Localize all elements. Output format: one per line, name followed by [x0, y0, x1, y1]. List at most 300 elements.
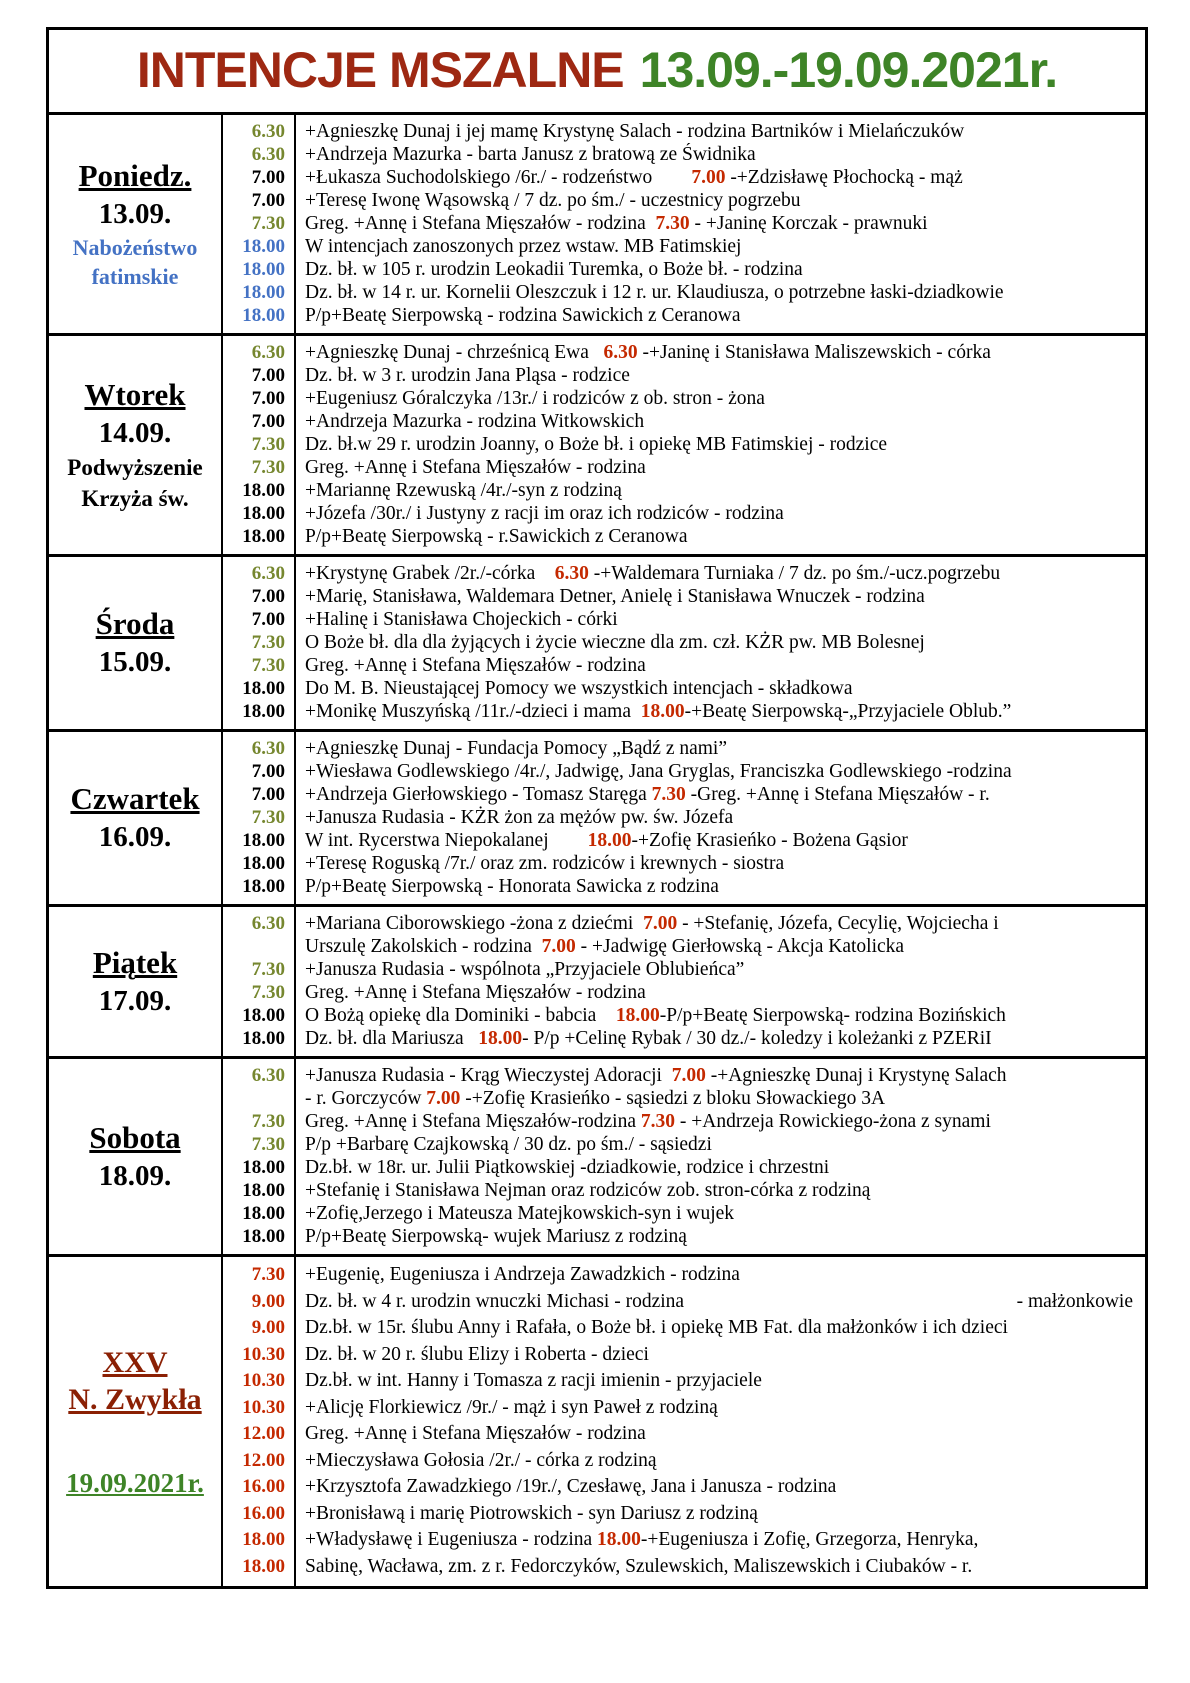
mass-time: 16.00 — [242, 1502, 285, 1524]
intention-segment: - +Janinę Korczak - prawnuki — [689, 213, 928, 234]
inline-time: 6.30 — [603, 342, 638, 363]
mass-time: 7.00 — [251, 411, 285, 432]
intention-segment: - +Stefanię, Józefa, Cecylię, Wojciecha i — [677, 913, 999, 934]
day-intentions-niedziela — [223, 1257, 1145, 1586]
intention-row — [223, 1133, 1145, 1156]
day-label-line: 16.09. — [98, 821, 172, 853]
title-text: INTENCJE MSZALNE — [136, 42, 624, 98]
intention-segment: W int. Rycerstwa Niepokalanej — [305, 830, 588, 851]
intention-text — [294, 433, 1145, 456]
intention-text — [294, 935, 1145, 958]
mass-time: 18.00 — [242, 305, 285, 326]
intention-segment: O Boże bł. dla dla żyjących i życie wieczne dla zm. czł. KŻR pw. MB Bolesnej — [305, 632, 925, 653]
intention-text — [294, 502, 1145, 525]
intention-segment: +Eugeniusz Góralczyka /13r./ i rodziców z ob. stron - żona — [305, 388, 765, 409]
intention-text — [294, 1027, 1145, 1050]
day-label-line: Sobota — [89, 1119, 181, 1155]
intention-row — [223, 1342, 1145, 1369]
intention-text — [294, 1110, 1145, 1133]
intention-text — [294, 410, 1145, 433]
mass-time: 7.30 — [251, 434, 285, 455]
intention-text — [294, 829, 1145, 852]
intention-text — [294, 304, 1145, 327]
day-label-line: 14.09. — [98, 417, 172, 449]
intention-text — [294, 387, 1145, 410]
intention-row — [223, 737, 1145, 760]
intention-segment: Dz. bł.w 29 r. urodzin Joanny, o Boże bł. i opiekę MB Fatimskiej - rodzice — [305, 434, 888, 455]
intention-text — [294, 737, 1145, 760]
mass-time: 6.30 — [251, 121, 285, 142]
intention-row — [223, 1156, 1145, 1179]
intention-row — [223, 1004, 1145, 1027]
mass-time: 16.00 — [242, 1476, 285, 1497]
day-row-sobota — [49, 1059, 1145, 1257]
intention-row — [223, 631, 1145, 654]
intention-text — [294, 212, 1145, 235]
mass-time: 12.00 — [242, 1449, 285, 1471]
day-row-sroda — [49, 557, 1145, 732]
intention-segment: +Łukasza Suchodolskiego /6r./ - rodzeństwo — [305, 167, 692, 188]
intention-row — [223, 525, 1145, 548]
day-label-line: Środa — [95, 606, 175, 641]
day-label-line: fatimskie — [91, 264, 179, 289]
mass-time: 18.00 — [242, 1529, 285, 1550]
intention-row — [223, 1064, 1145, 1087]
intention-row — [223, 875, 1145, 898]
intention-row — [223, 1202, 1145, 1225]
intention-row — [223, 1110, 1145, 1133]
intention-row — [223, 235, 1145, 258]
mass-time: 6.30 — [251, 342, 285, 363]
intention-row — [223, 1474, 1145, 1501]
intention-segment: Dz. bł. w 105 r. urodzin Leokadii Turemka, o Boże bł. - rodzina — [305, 259, 803, 280]
intention-text — [294, 700, 1145, 723]
day-label-line: Poniedz. — [78, 158, 192, 193]
day-label-line: Nabożeństwo — [72, 235, 198, 260]
day-label-line: N. Zwykła — [68, 1382, 202, 1416]
intention-row — [223, 387, 1145, 410]
day-label-line: Wtorek — [84, 377, 186, 412]
day-intentions-sroda — [223, 557, 1145, 729]
intention-segment: Dz.bł. w int. Hanny i Tomasza z racji imienin - przyjaciele — [305, 1370, 762, 1391]
intention-segment: +Teresę Roguską /7r./ oraz zm. rodziców i krewnych - siostra — [305, 853, 785, 874]
intention-text — [294, 1179, 1145, 1202]
intention-row — [223, 258, 1145, 281]
intention-segment: Greg. +Annę i Stefana Mięszałów - rodzina — [305, 213, 656, 234]
inline-time: 18.00 — [587, 830, 632, 851]
intention-segment: Dz. bł. dla Mariusza — [305, 1028, 479, 1049]
intention-row — [223, 1395, 1145, 1422]
day-label-sroda — [49, 557, 223, 729]
intention-row — [223, 479, 1145, 502]
intention-segment: +Krzysztofa Zawadzkiego /19r./, Czesławę, Jana i Janusza - rodzina — [305, 1476, 837, 1497]
mass-time: 18.00 — [242, 1555, 285, 1577]
mass-time: 7.30 — [251, 959, 285, 980]
day-row-niedziela — [49, 1257, 1145, 1586]
intention-row — [223, 760, 1145, 783]
mass-time — [223, 1087, 294, 1110]
intention-text — [294, 281, 1145, 304]
mass-time: 18.00 — [242, 480, 285, 501]
mass-time: 7.30 — [251, 1111, 285, 1132]
intention-segment: +Eugenię, Eugeniusza i Andrzeja Zawadzkich - rodzina — [305, 1264, 740, 1285]
intention-text — [294, 852, 1145, 875]
intention-row — [223, 281, 1145, 304]
intention-segment: Sabinę, Wacława, zm. z r. Fedorczyków, Szulewskich, Maliszewskich i Ciubaków - r. — [305, 1555, 973, 1577]
intention-segment: +Józefa /30r./ i Justyny z racji im oraz ich rodziców - rodzina — [305, 503, 784, 524]
mass-time: 7.00 — [251, 365, 285, 386]
intention-row — [223, 1087, 1145, 1110]
intention-row — [223, 1179, 1145, 1202]
intention-segment: - P/p +Celinę Rybak / 30 dz./- koledzy i koleżanki z PZERiI — [522, 1028, 992, 1049]
intention-text — [294, 258, 1145, 281]
intention-text — [294, 166, 1145, 189]
intention-text — [294, 1225, 1145, 1248]
intention-segment: W intencjach zanoszonych przez wstaw. MB Fatimskiej — [305, 236, 742, 257]
intention-row — [223, 935, 1145, 958]
mass-time: 18.00 — [242, 1157, 285, 1178]
intention-segment: Dz. bł. w 3 r. urodzin Jana Pląsa - rodzice — [305, 365, 630, 386]
intention-text — [294, 912, 1145, 935]
intention-segment: +Andrzeja Gierłowskiego - Tomasz Staręga — [305, 784, 652, 805]
day-label-line: Czwartek — [70, 781, 200, 816]
inline-time: 7.00 — [691, 167, 726, 188]
intention-segment: P/p+Beatę Sierpowską- wujek Mariusz z rodziną — [305, 1226, 687, 1247]
day-label-line: 17.09. — [98, 984, 172, 1017]
mass-time: 6.30 — [251, 738, 285, 759]
intention-segment: +Halinę i Stanisława Chojeckich - córki — [305, 609, 618, 630]
intention-segment: - małżonkowie — [1016, 1290, 1133, 1312]
intention-segment: -+Janinę i Stanisława Maliszewskich - córka — [637, 342, 991, 363]
title-date-range: 13.09.-19.09.2021r. — [639, 42, 1058, 98]
intention-row — [223, 341, 1145, 364]
intention-segment: Dz. bł. w 14 r. ur. Kornelii Oleszczuk i 12 r. ur. Klaudiusza, o potrzebne łaski-dziadkowie — [305, 282, 1004, 303]
mass-time: 7.00 — [251, 761, 285, 782]
mass-time: 7.30 — [251, 982, 285, 1003]
day-intentions-wtorek — [223, 336, 1145, 554]
inline-time: 18.00 — [640, 701, 685, 722]
intention-row — [223, 1289, 1145, 1316]
mass-time: 12.00 — [242, 1423, 285, 1444]
intention-segment: +Stefanię i Stanisława Nejman oraz rodziców zob. stron-córka z rodziną — [305, 1180, 871, 1201]
intention-row — [223, 1368, 1145, 1395]
mass-time: 18.00 — [242, 282, 285, 303]
intention-text — [294, 120, 1145, 143]
intention-segment: +Bronisławą i marię Piotrowskich - syn Dariusz z rodziną — [305, 1502, 758, 1524]
mass-time: 18.00 — [242, 1005, 285, 1026]
intention-segment: Dz.bł. w 18r. ur. Julii Piątkowskiej -dziadkowie, rodzice i chrzestni — [305, 1157, 830, 1178]
intention-text — [294, 1133, 1145, 1156]
day-label-line: Podwyższenie — [67, 455, 203, 480]
intention-row — [223, 364, 1145, 387]
intention-row — [223, 562, 1145, 585]
intention-segment: - +Jadwigę Gierłowską - Akcja Katolicka — [575, 936, 905, 957]
intention-text — [294, 783, 1145, 806]
day-row-czwartek — [49, 732, 1145, 907]
intention-segment: +Janusza Rudasia - Krąg Wieczystej Adoracji — [305, 1065, 672, 1086]
day-label-line: 18.09. — [98, 1159, 172, 1192]
day-intentions-poniedzialek — [223, 115, 1145, 333]
intention-segment: Greg. +Annę i Stefana Mięszałów - rodzina — [305, 457, 646, 478]
intention-row — [223, 1501, 1145, 1528]
intention-text — [294, 1004, 1145, 1027]
intention-segment: +Alicję Florkiewicz /9r./ - mąż i syn Paweł z rodziną — [305, 1396, 718, 1418]
mass-time: 18.00 — [242, 1180, 285, 1201]
mass-time: 7.30 — [251, 632, 285, 653]
mass-time: 18.00 — [242, 1226, 285, 1247]
mass-time: 7.30 — [251, 655, 285, 676]
day-label-niedziela — [49, 1257, 223, 1586]
intention-text — [294, 760, 1145, 783]
intention-segment: +Agnieszkę Dunaj i jej mamę Krystynę Salach - rodzina Bartników i Mielańczuków — [305, 121, 965, 142]
intention-text — [294, 456, 1145, 479]
mass-time: 7.00 — [251, 586, 285, 607]
mass-time: 6.30 — [251, 563, 285, 584]
intention-text — [294, 1448, 1145, 1475]
intention-segment: +Wiesława Godlewskiego /4r./, Jadwigę, Jana Gryglas, Franciszka Godlewskiego -rodzina — [305, 761, 1012, 782]
mass-time: 10.30 — [242, 1370, 285, 1391]
mass-time: 7.00 — [251, 190, 285, 211]
day-row-wtorek — [49, 336, 1145, 557]
day-label-czwartek — [49, 732, 223, 904]
intention-segment: +Janusza Rudasia - wspólnota „Przyjaciele Oblubieńca” — [305, 959, 745, 980]
mass-time: 18.00 — [242, 236, 285, 257]
intention-row — [223, 1027, 1145, 1050]
day-intentions-czwartek — [223, 732, 1145, 904]
intention-text — [294, 1501, 1145, 1528]
intention-segment: -+Zdzisławę Płochocką - mąż — [725, 167, 963, 188]
intention-row — [223, 1554, 1145, 1581]
inline-time: 7.00 — [541, 936, 576, 957]
inline-time: 6.30 — [554, 563, 589, 584]
mass-time: 10.30 — [242, 1343, 285, 1365]
intention-segment: +Krystynę Grabek /2r./-córka — [305, 563, 555, 584]
intention-segment: -Greg. +Annę i Stefana Mięszałów - r. — [685, 784, 990, 805]
intention-row — [223, 1262, 1145, 1289]
day-label-sobota — [49, 1059, 223, 1254]
intention-text — [294, 1289, 1145, 1316]
intention-segment: -+Agnieszkę Dunaj i Krystynę Salach — [705, 1065, 1007, 1086]
intention-text — [294, 341, 1145, 364]
mass-time: 7.30 — [251, 1134, 285, 1155]
mass-time: 6.30 — [251, 913, 285, 934]
intention-text — [294, 1064, 1145, 1087]
intention-row — [223, 120, 1145, 143]
day-label-line: Piątek — [92, 944, 178, 980]
intention-segment: - +Andrzeja Rowickiego-żona z synami — [675, 1111, 991, 1132]
intention-segment: -+Eugeniusza i Zofię, Grzegorza, Henryka, — [640, 1529, 979, 1550]
intention-text — [294, 1554, 1145, 1581]
intention-row — [223, 1527, 1145, 1554]
mass-time: 6.30 — [251, 1065, 285, 1086]
intention-row — [223, 410, 1145, 433]
day-intentions-piatek — [223, 907, 1145, 1056]
intention-segment: Dz.bł. w 15r. ślubu Anny i Rafała, o Boże bł. i opiekę MB Fat. dla małżonków i ich dzieci — [305, 1317, 1008, 1338]
intention-text — [294, 189, 1145, 212]
mass-time: 6.30 — [251, 144, 285, 165]
intention-text — [294, 608, 1145, 631]
intention-segment: +Andrzeja Mazurka - barta Janusz z bratową ze Świdnika — [305, 144, 756, 165]
intention-text — [294, 479, 1145, 502]
intention-text — [294, 1474, 1145, 1501]
intention-row — [223, 958, 1145, 981]
intention-segment: -+Zofię Krasieńko - sąsiedzi z bloku Słowackiego 3A — [460, 1088, 886, 1109]
intention-row — [223, 304, 1145, 327]
intention-row — [223, 189, 1145, 212]
mass-time: 18.00 — [242, 1028, 285, 1049]
mass-time: 18.00 — [242, 876, 285, 897]
mass-time — [223, 935, 294, 958]
intention-row — [223, 166, 1145, 189]
intention-text — [294, 1156, 1145, 1179]
day-label-line: Krzyża św. — [81, 486, 189, 511]
intention-segment: O Bożą opiekę dla Dominiki - babcia — [305, 1005, 616, 1026]
intention-segment: -+Zofię Krasieńko - Bożena Gąsior — [631, 830, 908, 851]
mass-time: 7.00 — [251, 167, 285, 188]
mass-time: 7.00 — [251, 784, 285, 805]
day-label-poniedzialek — [49, 115, 223, 333]
intention-text — [294, 631, 1145, 654]
intention-segment: +Władysławę i Eugeniusza - rodzina — [305, 1529, 598, 1550]
intention-text — [294, 1421, 1145, 1448]
intention-text — [294, 562, 1145, 585]
mass-time: 7.30 — [251, 457, 285, 478]
intention-segment: Dz. bł. w 4 r. urodzin wnuczki Michasi - rodzina — [305, 1290, 685, 1312]
intention-text — [294, 875, 1145, 898]
inline-time: 18.00 — [478, 1028, 523, 1049]
intention-segment: +Agnieszkę Dunaj - chrześnicą Ewa — [305, 342, 604, 363]
intention-segment: Do M. B. Nieustającej Pomocy we wszystkich intencjach - składkowa — [305, 678, 853, 699]
intention-segment: Greg. +Annę i Stefana Mięszałów - rodzina — [305, 982, 646, 1003]
mass-time: 18.00 — [242, 678, 285, 699]
intention-text — [294, 364, 1145, 387]
intention-row — [223, 456, 1145, 479]
intention-segment: +Zofię,Jerzego i Mateusza Matejkowskich-syn i wujek — [305, 1203, 735, 1224]
intention-row — [223, 677, 1145, 700]
intention-segment: Greg. +Annę i Stefana Mięszałów - rodzina — [305, 1423, 646, 1444]
intention-segment: Greg. +Annę i Stefana Mięszałów-rodzina — [305, 1111, 641, 1132]
mass-time: 7.30 — [251, 1264, 285, 1285]
mass-time: 7.30 — [251, 213, 285, 234]
intention-row — [223, 212, 1145, 235]
intention-text — [294, 677, 1145, 700]
intention-text — [294, 143, 1145, 166]
mass-time: 7.00 — [251, 609, 285, 630]
mass-time: 9.00 — [251, 1317, 285, 1338]
intention-text — [294, 806, 1145, 829]
intention-row — [223, 1225, 1145, 1248]
intention-row — [223, 608, 1145, 631]
intention-segment: -+Beatę Sierpowską-„Przyjaciele Oblub.” — [684, 701, 1012, 722]
mass-time: 7.30 — [251, 807, 285, 828]
intention-segment: +Teresę Iwonę Wąsowską / 7 dz. po śm./ - uczestnicy pogrzebu — [305, 190, 801, 211]
inline-time: 7.00 — [671, 1065, 706, 1086]
intention-row — [223, 829, 1145, 852]
intention-row — [223, 806, 1145, 829]
intention-segment: Urszulę Zakolskich - rodzina — [305, 936, 542, 957]
intention-row — [223, 1421, 1145, 1448]
intention-text — [294, 525, 1145, 548]
intention-segment: - r. Gorczyców — [305, 1088, 427, 1109]
day-row-poniedzialek — [49, 115, 1145, 336]
intention-segment: Dz. bł. w 20 r. ślubu Elizy i Roberta - dzieci — [305, 1343, 649, 1365]
mass-time: 18.00 — [242, 701, 285, 722]
intention-row — [223, 654, 1145, 677]
intention-segment: -P/p+Beatę Sierpowską- rodzina Bozińskich — [659, 1005, 1006, 1026]
day-label-piatek — [49, 907, 223, 1056]
mass-time: 18.00 — [242, 503, 285, 524]
intention-segment: Greg. +Annę i Stefana Mięszałów - rodzina — [305, 655, 646, 676]
intention-row — [223, 700, 1145, 723]
mass-time: 9.00 — [251, 1290, 285, 1312]
intention-segment: P/p+Beatę Sierpowską - r.Sawickich z Ceranowa — [305, 526, 688, 547]
intention-segment: -+Waldemara Turniaka / 7 dz. po śm./-ucz.pogrzebu — [588, 563, 1001, 584]
inline-time: 7.30 — [640, 1111, 676, 1132]
intention-text — [294, 1527, 1145, 1554]
inline-time: 7.00 — [426, 1088, 461, 1109]
day-label-line: 13.09. — [98, 198, 172, 230]
intention-segment: +Mariana Ciborowskiego -żona z dziećmi — [305, 913, 644, 934]
intention-text — [294, 1202, 1145, 1225]
intention-segment: +Andrzeja Mazurka - rodzina Witkowskich — [305, 411, 645, 432]
inline-time: 18.00 — [615, 1005, 660, 1026]
intention-text — [294, 981, 1145, 1004]
intention-segment: +Mariannę Rzewuską /4r./-syn z rodziną — [305, 480, 622, 501]
day-row-piatek — [49, 907, 1145, 1059]
intention-text — [294, 1087, 1145, 1110]
intention-text — [294, 1395, 1145, 1422]
intention-row — [223, 1315, 1145, 1342]
mass-intentions-sheet — [46, 27, 1148, 1589]
mass-time: 10.30 — [242, 1396, 285, 1418]
mass-time: 18.00 — [242, 830, 285, 851]
mass-time: 18.00 — [242, 853, 285, 874]
intention-text — [294, 654, 1145, 677]
mass-time: 18.00 — [242, 1203, 285, 1224]
day-intentions-sobota — [223, 1059, 1145, 1254]
intention-text — [294, 1262, 1145, 1289]
intention-row — [223, 502, 1145, 525]
intention-segment: +Janusza Rudasia - KŻR żon za mężów pw. św. Józefa — [305, 807, 734, 828]
intention-segment: +Agnieszkę Dunaj - Fundacja Pomocy „Bądź z nami” — [305, 738, 727, 759]
intention-text — [294, 1315, 1145, 1342]
intention-segment: P/p+Beatę Sierpowską - rodzina Sawickich z Ceranowa — [305, 305, 741, 326]
intention-row — [223, 981, 1145, 1004]
intention-row — [223, 433, 1145, 456]
day-label-line: XXV — [102, 1345, 168, 1379]
intention-row — [223, 585, 1145, 608]
intention-segment: P/p+Beatę Sierpowską - Honorata Sawicka z rodzina — [305, 876, 719, 897]
intention-segment: +Mieczysława Gołosia /2r./ - córka z rodziną — [305, 1449, 657, 1471]
intention-text — [294, 235, 1145, 258]
intention-text — [294, 958, 1145, 981]
mass-time: 18.00 — [242, 526, 285, 547]
intention-text — [294, 1342, 1145, 1369]
intention-row — [223, 1448, 1145, 1475]
intention-row — [223, 783, 1145, 806]
inline-time: 7.00 — [643, 913, 678, 934]
intention-text — [294, 1368, 1145, 1395]
intention-segment: +Marię, Stanisława, Waldemara Detner, Anielę i Stanisława Wnuczek - rodzina — [305, 586, 925, 607]
inline-time: 7.30 — [655, 213, 690, 234]
schedule-table — [49, 115, 1145, 1586]
intention-segment: +Monikę Muszyńską /11r./-dzieci i mama — [305, 701, 641, 722]
day-label-wtorek — [49, 336, 223, 554]
mass-time: 7.00 — [251, 388, 285, 409]
document-title — [49, 30, 1145, 115]
inline-time: 18.00 — [597, 1529, 641, 1550]
intention-row — [223, 912, 1145, 935]
